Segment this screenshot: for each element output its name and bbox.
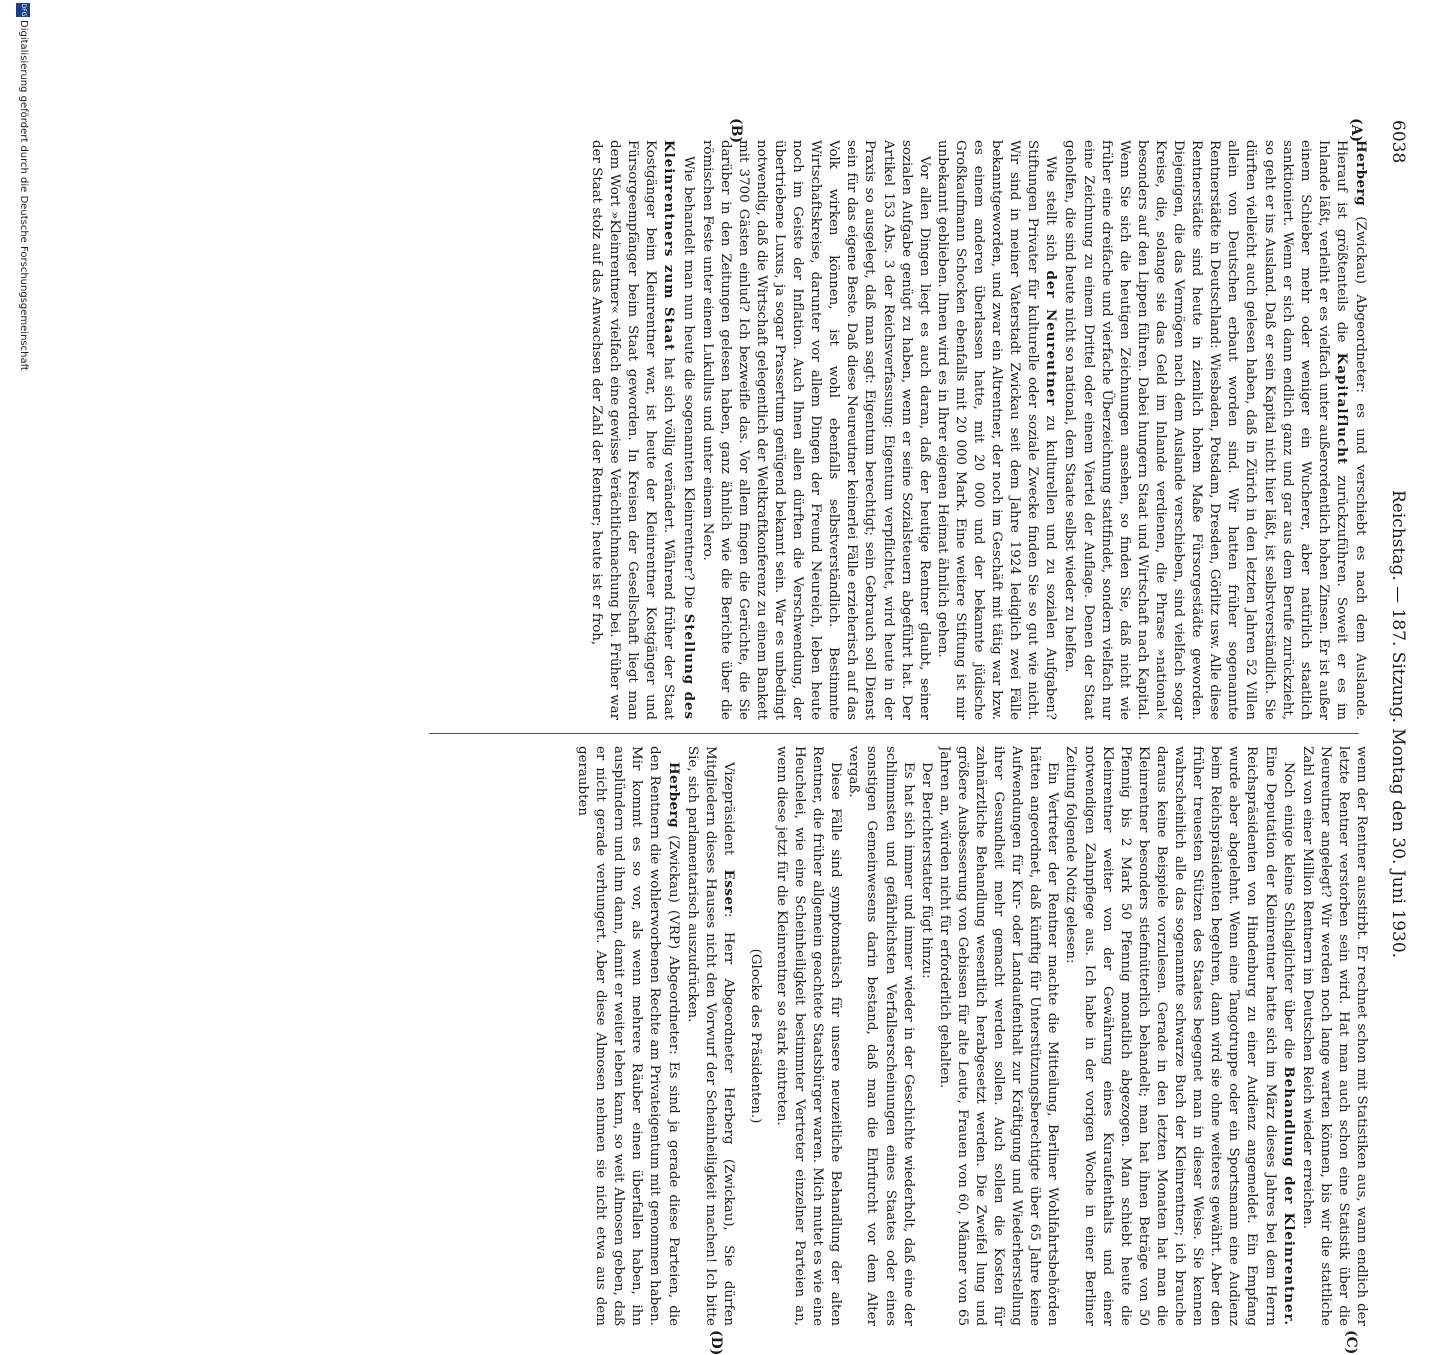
paragraph: wenn der Rentner ausstirbt. Er rechnet schon mit Statistiken aus, wann endlich der letzte Rentner verstorben sein wird. Hat man auch schon eine Statistik über die Neureutner angelegt? Wir werden noch lange warten können, bis wir die stattliche Zahl von einer Million Rentnern im Deutschen Reich wieder erreichen. xyxy=(1299,746,1369,1326)
paragraph: Diese Fälle sind symptomatisch für unsere neuzeitliche Behandlung der alten Rentner, die früher allgemein geachtete Staatsbürger waren. Mich mutet es wie eine Heuchelei, wie eine Scheinheiligkeit bestimmter Vertreter einzelner Parteien an, wenn diese jetzt für die Kleinrentner so stark eintreten. xyxy=(774,746,844,1326)
text-run: hat sich völlig verändert. Während früher der Staat Kostgänger beim Kleinrentner war, ist heute der Kleinrentner Kostgänger und Fürsorgeempfänger beim Staat geworden. In Kreisen der Gesellschaft liegt man dem Wort »Kleinrentner« vielfach eine gewisse Verächtlichmachung bei. Früher war der Staat stolz auf das Anwachsen der Zahl der Rentner; heute ist er froh, xyxy=(589,140,677,720)
emphasis: Behandlung der Kleinrentner. xyxy=(1280,1066,1297,1326)
paragraph xyxy=(1061,746,1297,1326)
page-number: 6038 xyxy=(1388,120,1408,164)
text-run: zurückzuführen. Soweit er es im Inlande läßt, verleiht er es vielfach unter außerordentlich hohen Zinsen. Er ist außer einem Schieber mehr oder weniger ein Wucherer, aber natürlich staatlich sanktioniert. Wenn er sich dann endlich ganz und gar aus dem Berufe zurückzieht, so geht er ins Ausland. Daß er sein Kapital nicht hier läßt, ist selbstverständlich. Sie dürften vielleicht auch gelesen haben, daß in Zürich in den letzten Jahren 52 Villen allein von Deutschen erbaut worden sind. Wir hatten früher sogenannte Rentnerstädte in Deutschland: Wiesbaden, Potsdam, Dresden, Görlitz usw. Alle diese Rentnerstädte sind heute in ziemlich hohem Maße Fürsorgestädte geworden. Diejenigen, die das Vermögen nach dem Auslande verschieben, sind vielfach sogar Kreise, die, solange sie das Geld im Inlande verdienen, die Phrase »national« besonders auf den Lippen führen. Dabei hungern Staat und Wirtschaft nach Kapital. Wenn Sie sich die heutigen Zeichnungen ansehen, so finden Sie, daß nicht wie früher eine dreifache und vierfache Überzeichnung stattfindet, sondern vielfach nur eine Zeichnung zu einem Drittel oder einem Viertel der Auflage. Denen der Staat geholfen, die sind heute nicht so national, dem Staate selbst wieder zu helfen. xyxy=(1062,140,1349,720)
paragraph: Der Berichterstatter fügt hinzu: xyxy=(918,762,934,979)
paragraph xyxy=(933,140,1061,720)
text-run: (Zwickau) (VRP) Abgeordneter: Es sind ja gerade diese Parteien, die den Rentnern die wohlerworbenen Rechte am Privateigentum mit genommen haben. Mir kommt es so vor, als wenn mehrere Räuber einen überfallen haben, ihn ausplündern und ihm dann, damit er weiter leben kann, so weit Almosen geben, daß er nicht gerade verhungert. Aber diese Almosen nehmen sie nicht etwa aus dem geraubten xyxy=(575,746,681,1326)
speaker-role: (Zwickau) Abgeordneter: xyxy=(1353,206,1368,404)
text-run: Wie behandelt man nun heute die sogenannten Kleinrentner? Die xyxy=(680,156,696,614)
text-run: Eine Deputation der Kleinrentner hatte sich im März dieses Jahres bei dem Herrn Reichspräsidenten von Hindenburg zu einer Audienz angemeldet. Ein Empfang wurde aber abgelehnt. Wenn eine Tangotruppe oder ein Sportsmann eine Audienz beim Reichspräsidenten begehren, dann wird sie ohne weiteres gewährt. Aber den früher treuesten Stützen des Staates begegnet man in dieser Weise. Sie kennen wahrscheinlich alle das sogenannte schwarze Buch der Kleinrentner; ich brauche daraus keine Beispiele vorzulesen. Gerade in den letzten Monaten hat man die Kleinrentner besonders stiefmütterlich behandelt; man hat ihnen Beträge von 50 Pfennig bis 2 Mark 50 Pfennig monatlich abgezogen. Man schiebt heute die Kleinrentner weiter von der Gewährung eines Kuraufenthalts und einer notwendigen Zahnpflege aus. Ich habe in der vorigen Woche in einer Berliner Zeitung folgende Notiz gelesen: xyxy=(1063,746,1278,1326)
margin-mark-d: (D) xyxy=(708,1330,724,1355)
emphasis: Stellung des Kleinrentners zum Staat xyxy=(661,140,697,720)
speaker-name: Esser xyxy=(720,869,737,914)
emphasis: Kapitalflucht xyxy=(1333,352,1350,466)
text-run: Wie stellt sich xyxy=(1043,156,1059,271)
stage-direction: (Glocke des Präsidenten.) xyxy=(747,948,763,1124)
quote-paragraph: Es hat sich immer und immer wieder in der Geschichte wiederholt, daß eine der schlimmsten und gefährlichsten Verfallserscheinungen eines Staates oder eines sonstigen Gemeinwesens darin bestand, daß man die Ehrfurcht vor dem Alter vergaß. xyxy=(846,746,916,1326)
paragraph xyxy=(587,140,698,720)
paragraph xyxy=(1060,140,1370,720)
paragraph xyxy=(683,746,738,1326)
page-header xyxy=(1376,120,1416,1315)
text-run: zu kulturellen und zu sozialen Aufgaben? Stiftungen Privater für kulturelle oder soziale Zwecke finden Sie so gut wie nicht. Wir sind in meiner Vaterstadt Zwickau seit dem Jahre 1924 lediglich zwei Fälle bekanntgeworden, und zwar ein Altrentner, der noch im Geschäft mit tätig war bzw. es einem anderen überlassen hatte, mit 20 000 und der bekannte jüdische Großkaufmann Schocken ebenfalls mit 20 000 Mark. Eine weitere Stiftung ist mir unbekannt geblieben. Ihnen wird es in Ihrer eigenen Heimat ähnlich gehen. xyxy=(934,140,1059,720)
speaker-name: Herberg xyxy=(1353,140,1369,207)
paragraph xyxy=(573,746,683,1326)
margin-mark-c: (C) xyxy=(1343,1330,1359,1355)
margin-mark-b: (B) xyxy=(728,118,744,144)
text-run: es und verschiebt es nach dem Auslande. Hierauf ist größtenteils die xyxy=(1333,140,1368,720)
paragraph: Vor allen Dingen liegt es auch daran, daß der heutige Rentner glaubt, seiner sozialen Aufgabe genügt zu haben, wenn er seine Sozialsteuern abgeführt hat. Der Artikel 153 Abs. 3 der Reichsverfassung: Eigentum verpflichtet, wird heute in der Praxis so ausgelegt, daß man sagt: Eigentum berechtigt; sein Gebrauch soll Dienst sein für das eigene Beste. Daß diese Neureutner keinerlei Fälle erzieherisch auf das Volk wirken können, ist wohl ebenfalls selbstverständlich. Bestimmte Wirtschaftskreise, darunter vor allem Dingen der Freund Neureich, leben heute noch im Geiste der Inflation. Auch Ihnen allen dürften die Verschwendung, der übertriebene Luxus, ja sogar Prassertum genügend bekannt sein. War es unbedingt notwendig, daß die Wirtschaft gelegentlich der Weltkraftkonferenz zu einem Bankett mit 3700 Gästen einlud? Ich bezweifle das. Vor allem fingen die Gerüchte, die Sie darüber in den Zeitungen gelesen haben, ganz ähnlich wie die Berichte über die römischen Feste unter einem Lukullus und unter einem Nero. xyxy=(699,140,932,720)
emphasis: der Neureutner xyxy=(1043,270,1060,407)
text-run: Vizepräsident xyxy=(720,762,736,870)
text-run: : Herr Abgeordneter Herberg (Zwickau), Sie dürfen Mitgliedern dieses Hauses nicht den Vorwurf der Scheinheiligkeit machen! Ich bitte Sie, sich parlamentarisch auszudrücken. xyxy=(684,746,736,1326)
speaker-name: Herberg xyxy=(665,762,682,829)
running-title: Reichstag. — 187. Sitzung. Montag den 30. Juni 1930. xyxy=(1388,490,1408,959)
digitization-footer xyxy=(11,0,33,1000)
text-run: Noch einige kleine Schlaglichter über die xyxy=(1280,762,1296,1067)
funding-note: Digitalisierung gefördert durch die Deutsche Forschungsgemeinschaft xyxy=(18,20,29,371)
text-column-right xyxy=(430,746,1370,1326)
margin-mark-a: (A) xyxy=(1348,118,1364,143)
quote-paragraph: Ein Vertreter der Rentner machte die Mitteilung, Berliner Wohlfahrtsbehörden hätten angeordnet, daß künftig für Unterstützungsberechtigte über 65 Jahre keine Aufwendungen für Kur- oder Landaufenthalt zur Kräftigung und Wiederherstellung ihrer Gesundheit mehr gemacht werden sollen. Auch sollen die Kosten für zahnärztliche Behandlung wesentlich herabgesetzt werden. Die Zweifel lung und größere Ausbesserung von Gebissen für alte Leute, Frauen von 60, Männer von 65 Jahren an, würden nicht für erforderlich gehalten. xyxy=(936,746,1061,1326)
text-column-left xyxy=(430,140,1370,720)
column-divider xyxy=(429,733,1359,734)
dfg-logo: DFG xyxy=(16,3,30,17)
